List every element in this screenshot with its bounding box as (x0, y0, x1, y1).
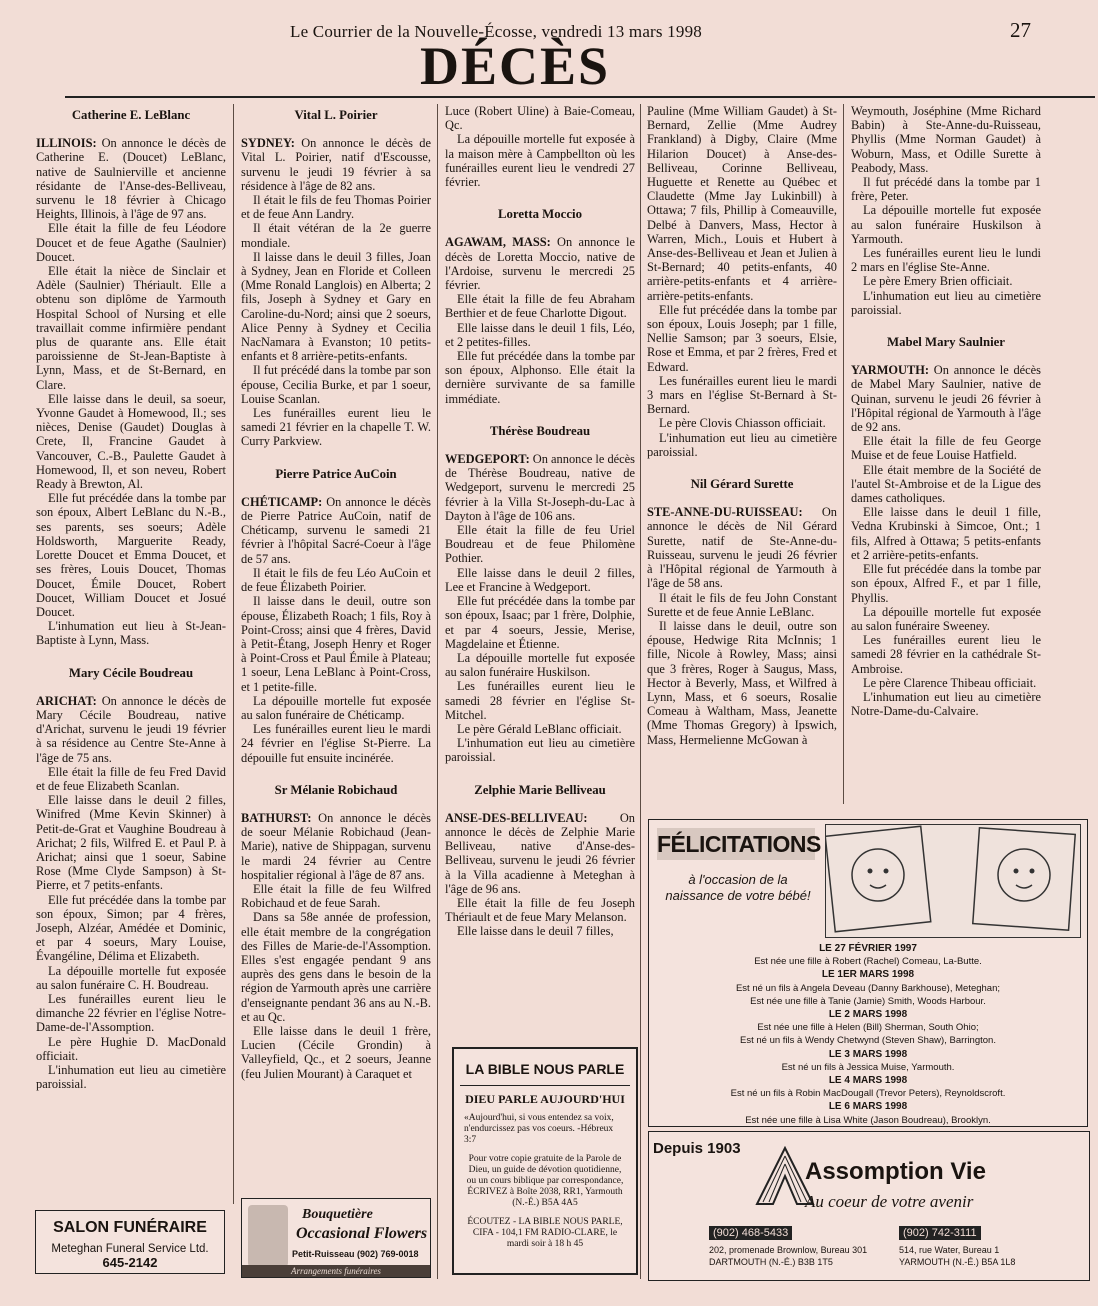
obituary-paragraph: Elle était la fille de feu Uriel Boudreau et de feue Philomène Pothier. (445, 523, 635, 566)
obituary-paragraph: Elle laisse dans le deuil 7 filles, (457, 924, 614, 939)
obituary-paragraph: Elle était la fille de feu Fred David et de feue Elizabeth Scanlan. (36, 764, 226, 793)
obituary-paragraph: Il était vétéran de la 2e guerre mondiale. (241, 221, 431, 250)
announcement-date: LE 6 MARS 1998 (828, 1101, 908, 1113)
obituary-paragraph: Le père Clarence Thibeau officiait. (863, 675, 1037, 690)
obituary-heading: Mabel Mary Saulnier (886, 335, 1005, 350)
announcement: Est né un fils à Angela Deveau (Danny Barkhouse), Meteghan; (735, 982, 1001, 994)
obituary-paragraph: Le père Clovis Chiasson officiait. (659, 416, 826, 431)
obituary-paragraph: Les funérailles eurent lieu le mardi 3 mars en l'église St-Bernard à St-Bernard. (647, 373, 837, 417)
section-title: DÉCÈS (420, 36, 611, 96)
column-3 (445, 104, 635, 1034)
column-1 (36, 104, 226, 1204)
announcement-date: LE 27 FÉVRIER 1997 (819, 943, 917, 954)
ad-quote: «Aujourd'hui, si vous entendez sa voix, n'endurcissez pas vos coeurs. -Hébreux 3:7 (464, 1113, 614, 1145)
ad-footer: Arrangements funéraires (242, 1265, 430, 1277)
obituary-paragraph: La dépouille mortelle fut exposée au salon funéraire Huskilson. (445, 650, 635, 680)
felicitations-ad (648, 819, 1088, 1127)
obituary-heading: Pierre Patrice AuCoin (275, 466, 397, 481)
bouquetiere-ad (241, 1198, 431, 1278)
obituary-paragraph: Le père Emery Brien officiait. (863, 274, 1013, 289)
obituary-paragraph: Elle fut précédée dans la tombe par son époux, Louis Joseph; par 1 fille, Nellie Samson; par 3 soeurs, Elsie, Rose et Emma, et par 2 frères, Fred et Edward. (647, 302, 837, 374)
obituary-paragraph: L'inhumation eut lieu au cimetière paroissial. (647, 430, 837, 459)
bible-ad (452, 1047, 638, 1275)
ad-title: Bouquetière (302, 1207, 373, 1222)
ad-slogan: Au coeur de votre avenir (805, 1192, 974, 1211)
obituary-paragraph: Elle fut précédée dans la tombe par son époux, Alphonso. Elle était la dernière survivante de sa famille immédiate. (445, 349, 635, 406)
obituary-paragraph: Le père Gérald LeBlanc officiait. (457, 721, 622, 736)
obituary-paragraph: Elle était la fille de feu Joseph Thériault et de feue Mary Melanson. (445, 895, 635, 925)
obituary-paragraph: L'inhumation eut lieu au cimetière paroissial. (445, 736, 635, 765)
obituary-paragraph: Elle fut précédée dans la tombe par son époux, Albert LeBlanc du N.-B., ses parents, ses soeurs; Adèle Holdsworth, Marguerite Ready, Lorette Doucet et Emma Doucet, et ses frères, Louis Doucet, Thomas Doucet, Émile Doucet, Robert Doucet, William Doucet et Josué Doucet. (36, 491, 226, 619)
obituary-paragraph: Weymouth, Joséphine (Mme Richard Babin) à Ste-Anne-du-Ruisseau, Phyllis (Mme Norman Gaudet) à Woburn, Mass, et Odille Surette à Peabody, Mass. (851, 104, 1041, 175)
obituary-paragraph: STE-ANNE-DU-RUISSEAU: On annonce le décès de Nil Gérard Surette, natif de Ste-Anne-du-Ruisseau, survenu le jeudi 26 février à l'Hôpital régional de Yarmouth à l'âge de 58 ans. (647, 505, 837, 591)
obituary-paragraph: Le père Hughie D. MacDonald officiait. (36, 1034, 226, 1063)
obituary-paragraph: Elle laisse dans le deuil, sa soeur, Yvonne Gaudet à Homewood, Il.; ses nièces, Denise (Gaudet) Douglas à Crete, Il, Francine Gaudet à Vancouver, C.-B., Paulette Gaudet à Homewood, Il, et son neveu, Robert Ready à Brewton, Al. (36, 391, 226, 492)
ad-phone: (902) 468-5433 (709, 1226, 792, 1240)
obituary-paragraph: Elle était la fille de feu Abraham Berthier et de feue Charlotte Digout. (445, 292, 635, 321)
ad-subtitle: à l'occasion de la naissance de votre bébé! (665, 872, 811, 903)
obituary-paragraph: Les funérailles eurent lieu le samedi 28 février en l'église St-Mitchel. (445, 679, 635, 722)
ad-body: Pour votre copie gratuite de la Parole de Dieu, un guide de dévotion quotidienne, ou un cours biblique par correspondance, ÉCRIVEZ à Boîte 2038, RR1, Yarmouth (N.-É.) B5A 4A5 (466, 1154, 624, 1208)
obituary-paragraph: Il laisse dans le deuil, outre son épouse, Élizabeth Roach; 1 fils, Roy à Point-Cross; ainsi que 4 frères, David à Petit-Étang, Joseph Henry et Roger à Point-Cross et Paul Émile à Plateau; 1 soeur, Lena LeBlanc à Point-Cross, et 1 petite-fille. (241, 594, 431, 694)
obituary-paragraph: Elle laisse dans le deuil 1 frère, Lucien (Cécile Grondin) à Valleyfield, Qc., et 2 soeurs, Jeanne (feu Julien Mourant) à Caraquet et (241, 1023, 431, 1081)
announcement: Est née une fille à Helen (Bill) Sherman, South Ohio; (757, 1022, 979, 1034)
obituary-heading: Catherine E. LeBlanc (71, 108, 191, 122)
ad-address: 514, rue Water, Bureau 1 YARMOUTH (N.-É.) B5A 1L8 (899, 1245, 1016, 1267)
obituary-paragraph: Elle laisse dans le deuil 1 fille, Vedna Krubinski à Simcoe, Ont.; 1 fils, Alfred à Ottawa; 5 petits-enfants et 2 arrière-petits-enfants. (851, 505, 1041, 562)
obituary-paragraph: La dépouille mortelle fut exposée au salon funéraire Huskilson à Yarmouth. (851, 203, 1041, 246)
header-rule (65, 96, 1095, 98)
obituary-paragraph: L'inhumation eut lieu à St-Jean-Baptiste à Lynn, Mass. (36, 619, 226, 648)
column-divider (843, 104, 844, 804)
announcement: Est née une fille à Robert (Rachel) Comeau, La-Butte. (754, 956, 982, 968)
obituary-paragraph: Elle fut précédée dans la tombe par son époux, Alfred F., et par 1 fille, Phyllis. (851, 562, 1041, 605)
ad-title: LA BIBLE NOUS PARLE (465, 1061, 625, 1077)
announcement: Est née une fille à Lisa White (Jason Boudreau), Brooklyn. (745, 1114, 991, 1126)
obituary-paragraph: Les funérailles eurent lieu le dimanche 22 février en l'église Notre-Dame-de-l'Assomption. (36, 991, 226, 1035)
obituary-heading: Thérèse Boudreau (489, 423, 591, 438)
obituary-paragraph: Les funérailles eurent lieu le lundi 2 mars en l'église Ste-Anne. (851, 246, 1041, 275)
obituary-paragraph: La dépouille mortelle fut exposée au salon funéraire Sweeney. (851, 604, 1041, 633)
column-divider (437, 104, 438, 1279)
obituary-paragraph: Il fut précédé dans la tombe par son épouse, Cecilia Burke, et par 1 soeur, Louise Scanlan. (241, 363, 431, 406)
obituary-paragraph: ANSE-DES-BELLIVEAU: On annonce le décès de Zelphie Marie Belliveau, native d'Anse-des-Belliveau, survenu le jeudi 26 février à la Villa acadienne à Meteghan à l'âge de 96 ans. (445, 810, 635, 896)
obituary-paragraph: Les funérailles eurent lieu le samedi 21 février en la chapelle T. W. Curry Parkview. (241, 406, 431, 449)
column-2 (241, 104, 431, 1194)
obituary-paragraph: AGAWAM, MASS: On annonce le décès de Loretta Moccio, native de l'Ardoise, survenu le mercredi 25 février. (445, 235, 635, 293)
obituary-paragraph: SYDNEY: On annonce le décès de Vital L. Poirier, natif d'Escousse, survenu le jeudi 19 février à sa résidence à l'âge de 82 ans. (241, 136, 431, 193)
announcement-date: LE 2 MARS 1998 (828, 1009, 908, 1021)
obituary-paragraph: L'inhumation eut lieu au cimetière Notre-Dame-du-Calvaire. (851, 689, 1041, 719)
column-5 (851, 104, 1041, 804)
obituary-paragraph: Dans sa 58e année de profession, elle était membre de la congrégation des Filles de Marie-de-l'Assomption. Elles s'est engagée pendant 9 ans auprès des gens dans le besoin de la région de Yarmouth après une carrière d'enseignante pendant 36 ans au N.-B. et au Qc. (241, 910, 431, 1024)
baby-illustration (825, 824, 1081, 938)
obituary-paragraph: Elle fut précédée dans la tombe par son époux, Simon; par 4 frères, Joseph, Alzéar, Amédée et Dominic, et par 4 soeurs, Mary Louise, Évangéline, Délima et Elizabeth. (36, 892, 226, 964)
obituary-paragraph: Il était le fils de feu Thomas Poirier et de feue Ann Landry. (241, 193, 431, 222)
ad-address: 202, promenade Brownlow, Bureau 301 DARTMOUTH (N.-É.) B3B 1T5 (709, 1245, 868, 1267)
obituary-paragraph: Elle laisse dans le deuil 2 filles, Lee et Francine à Wedgeport. (445, 565, 635, 594)
column-4 (647, 104, 837, 804)
obituary-paragraph: Luce (Robert Uline) à Baie-Comeau, Qc. (445, 104, 635, 133)
obituary-heading: Nil Gérard Surette (690, 477, 794, 492)
running-head: Le Courrier de la Nouvelle-Écosse, vendredi 13 mars 1998 (290, 22, 702, 41)
assomption-vie-ad (648, 1131, 1090, 1281)
obituary-paragraph: L'inhumation eut lieu au cimetière paroissial. (36, 1063, 226, 1092)
obituary-heading: Zelphie Marie Belliveau (474, 782, 606, 797)
announcement-date: LE 1ER MARS 1998 (821, 969, 915, 981)
obituary-heading: Sr Mélanie Robichaud (274, 782, 398, 797)
obituary-heading: Vital L. Poirier (294, 108, 378, 122)
announcement: Est née une fille à Tanie (Jamie) Smith, Woods Harbour. (750, 995, 986, 1007)
announcement-date: LE 4 MARS 1998 (828, 1075, 908, 1087)
obituary-paragraph: Il était le fils de feu John Constant Surette et de feue Annie LeBlanc. (647, 590, 837, 619)
page-number: 27 (1010, 18, 1031, 42)
obituary-paragraph: Elle laisse dans le deuil 1 fils, Léo, et 2 petites-filles. (445, 320, 635, 349)
ad-phone: 645-2142 (102, 1255, 158, 1270)
obituary-paragraph: BATHURST: On annonce le décès de soeur Mélanie Robichaud (Jean-Marie), native de Shippagan, survenu le mardi 24 février au Centre hospitalier régional à l'âge de 87 ans. (241, 810, 431, 882)
announcement: Est né un fils à Robin MacDougall (Trevor Peters), Reynoldscroft. (730, 1088, 1006, 1100)
ad-brand: Assomption Vie (805, 1158, 986, 1185)
ad-title: FÉLICITATIONS (657, 828, 815, 860)
obituary-paragraph: YARMOUTH: On annonce le décès de Mabel Mary Saulnier, native de Quinan, survenu le jeudi 26 février à l'Hôpital régional de Yarmouth à l'âge de 92 ans. (851, 363, 1041, 435)
ad-subtitle: DIEU PARLE AUJOURD'HUI (460, 1085, 630, 1107)
obituary-paragraph: Elle était membre de la Société de l'autel St-Ambroise et de la Ligue des dames catholiques. (851, 462, 1041, 506)
obituary-paragraph: Il laisse dans le deuil 3 filles, Joan à Sydney, Jean en Floride et Colleen (Mme Ronald Langlois) en Alberta; 2 fils, Joseph à Sydney et Gary en Caroline-du-Nord; ainsi que 2 soeurs, Alice Penny à Sydney et Cecilia NacNamara à Evanston; 10 petits-enfants et 8 arrière-petits-enfants. (241, 249, 431, 364)
obituary-paragraph: La dépouille mortelle fut exposée au salon funéraire C. H. Boudreau. (36, 963, 226, 992)
ad-title: SALON FUNÉRAIRE (53, 1219, 207, 1236)
announcement: Est né un fils à Wendy Chetwynd (Steven Shaw), Barrington. (740, 1035, 996, 1047)
obituary-paragraph: CHÉTICAMP: On annonce le décès de Pierre Patrice AuCoin, natif de Chéticamp, survenu le samedi 21 février à l'hôpital Sacré-Coeur à l'âge de 57 ans. (241, 494, 431, 566)
obituary-paragraph: Il laisse dans le deuil, outre son épouse, Hedwige Rita McInnis; 1 fille, Nicole à Rowley, Mass; ainsi que 3 frères, Roger à Saugus, Mass, Hector à Beverly, Mass, et Wilfred à Lynn, Mass, et 6 soeurs, Rosalie Comeau à Waltham, Mass, Jeanette (Mme Thomas Gregory) à Ipswich, Mass, Hermelienne McGowan à (647, 618, 837, 747)
birth-announcements (649, 942, 1087, 1127)
obituary-heading: Mary Cécile Boudreau (68, 665, 194, 680)
obituary-paragraph: Il fut précédé dans la tombe par 1 frère, Peter. (851, 175, 1041, 204)
obituary-paragraph: ILLINOIS: On annonce le décès de Catherine E. (Doucet) LeBlanc, native de Saulnierville et ancienne résidante de l'Anse-des-Belliveau, survenu le 18 février à Chicago Heights, Illinois, à l'âge de 97 ans. (36, 136, 226, 222)
obituary-paragraph: La dépouille mortelle fut exposée au salon funéraire de Chéticamp. (241, 693, 431, 722)
ad-radio: ÉCOUTEZ - LA BIBLE NOUS PARLE, CIFA - 104,1 FM RADIO-CLARE, le mardi soir à 18 h 45 (467, 1217, 623, 1249)
obituary-heading: Loretta Moccio (498, 207, 582, 222)
obituary-paragraph: Elle était la fille de feu Wilfred Robichaud et de feue Sarah. (241, 881, 431, 911)
obituary-paragraph: Les funérailles eurent lieu le mardi 24 février en l'église St-Pierre. La dépouille fut ensuite incinérée. (241, 722, 431, 765)
obituary-paragraph: Elle était la fille de feu George Muise et de feue Louise Hatfield. (851, 434, 1041, 463)
obituary-paragraph: Elle fut précédée dans la tombe par son époux, Isaac; par 1 frère, Dolphie, et par 4 soeurs, Jessie, Merise, Magdelaine et Étienne. (445, 594, 635, 651)
obituary-paragraph: Elle était la nièce de Sinclair et Adèle (Saulnier) Thériault. Elle a obtenu son diplôme de Yarmouth Hospital School of Nursing et elle travaillait comme infirmière pendant plus de quarante ans. Elle était paroissienne de St-Jean-Baptiste à Lynn, Mass, et de St-Bernard, en Clare. (36, 264, 226, 392)
ad-phone: (902) 742-3111 (899, 1226, 981, 1240)
announcement-date: LE 3 MARS 1998 (828, 1048, 908, 1060)
flower-image (248, 1205, 288, 1267)
obituary-paragraph: Les funérailles eurent lieu le samedi 28 février en la cathédrale St-Ambroise. (851, 633, 1041, 676)
ad-title: Occasional Flowers (296, 1225, 428, 1242)
obituary-paragraph: Elle était la fille de feu Léodore Doucet et de feue Agathe (Saulnier) Doucet. (36, 221, 226, 264)
column-divider (640, 104, 641, 1279)
salon-funeraire-ad (35, 1210, 225, 1274)
obituary-paragraph: La dépouille mortelle fut exposée à la maison mère à Campbellton où les funérailles eurent lieu le vendredi 27 février. (445, 132, 635, 190)
ad-subtitle: Meteghan Funeral Service Ltd. (51, 1243, 209, 1255)
obituary-paragraph: ARICHAT: On annonce le décès de Mary Cécile Boudreau, native d'Arichat, survenu le jeudi 19 février à sa résidence au Centre Ste-Anne à l'âge de 75 ans. (36, 693, 226, 765)
announcement: Est né un fils à Jessica Muise, Yarmouth. (781, 1061, 955, 1073)
obituary-paragraph: Il était le fils de feu Léo AuCoin et de feue Élizabeth Poirier. (241, 565, 431, 595)
ad-phone: Petit-Ruisseau (902) 769-0018 (292, 1249, 419, 1259)
obituary-paragraph: Pauline (Mme William Gaudet) à St-Bernard, Zellie (Mme Audrey Frankland) à Digby, Claire (Mme Hilarion Doucet) à Anse-des-Belliveau, Corinne Belliveau, Huguette et Renette au Québec et Claudette (Mme Jay Lukinbill) à Ottawa; 7 fils, Phillip à Comeauville, Delbé à Danvers, Mass, Hector à Warren, Mich., Louis et Hubert à Anse-des-Belliveau et Jean et Julien à St-Bernard; 40 petits-enfants, 40 arrière-petits-enfants et 4 arrière-arrière-petits-enfants. (647, 104, 837, 303)
column-divider (233, 104, 234, 1204)
ad-since: Depuis 1903 (653, 1140, 741, 1157)
obituary-paragraph: WEDGEPORT: On annonce le décès de Thérèse Boudreau, native de Wedgeport, survenu le mercredi 25 février à la Villa St-Joseph-du-Lac à Dayton à l'âge de 106 ans. (445, 452, 635, 523)
obituary-paragraph: L'inhumation eut lieu au cimetière paroissial. (851, 288, 1041, 317)
obituary-paragraph: Elle laisse dans le deuil 2 filles, Winifred (Mme Kevin Skinner) à Petit-de-Grat et Vaughine Boudreau à Arichat; 2 fils, Wilfred E. et Paul P. à Arichat; ainsi que 1 soeur, Sabine Rose (Mme Clyde Sampson) à St-Pierre, et 7 petits-enfants. (36, 793, 226, 893)
